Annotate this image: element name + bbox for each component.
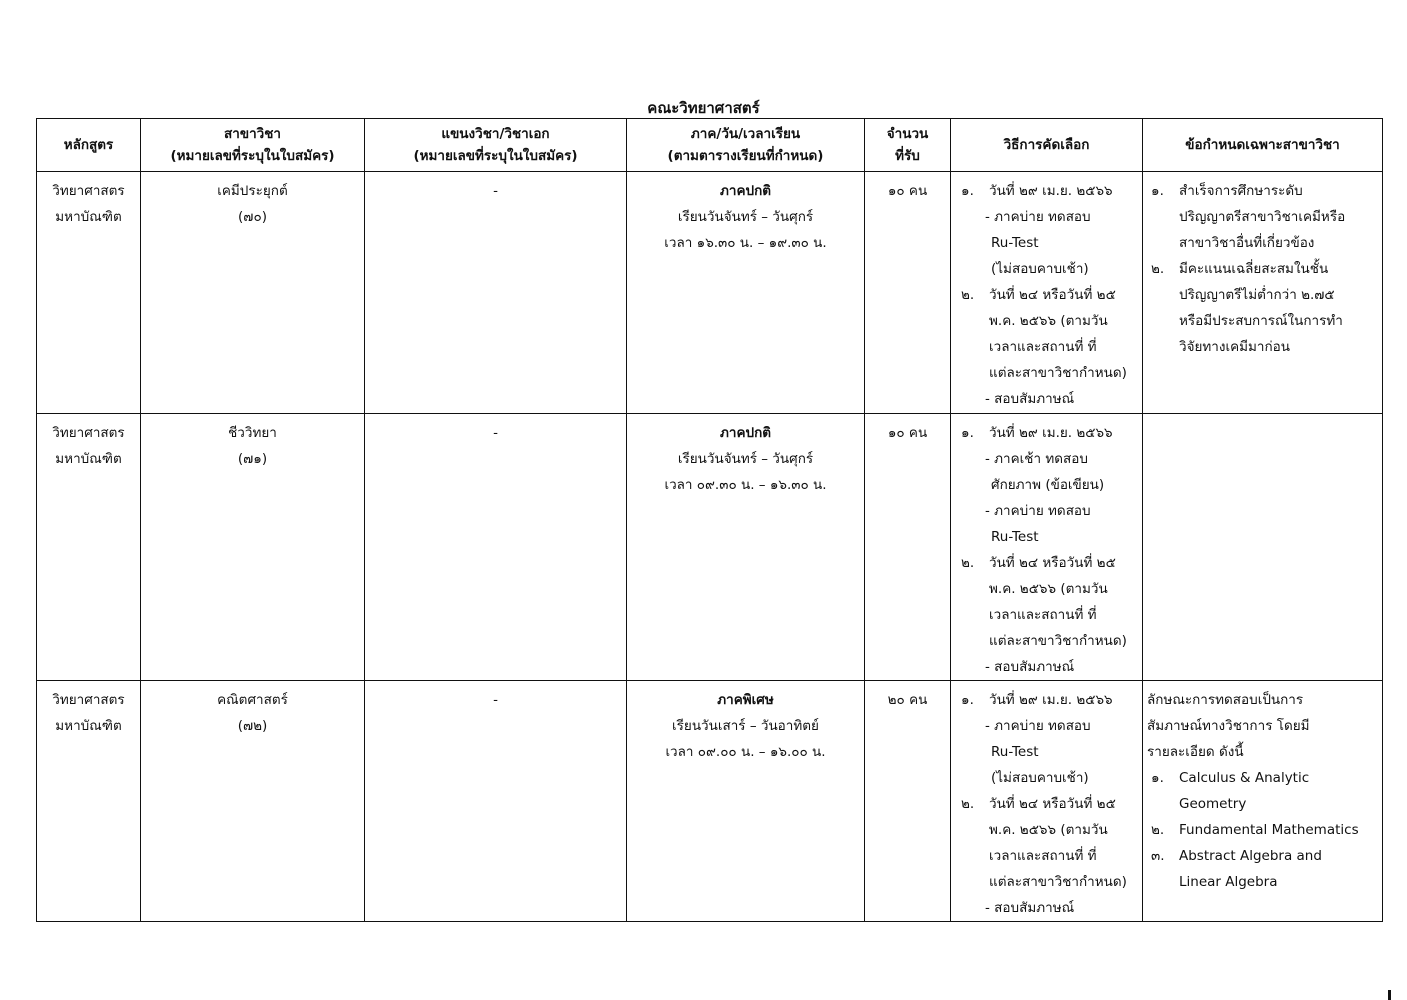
requirement-text — [1179, 765, 1378, 817]
requirement-text — [1179, 843, 1378, 895]
selection-step — [955, 687, 1138, 713]
step-line: เวลาและสถานที่ ที่ — [989, 848, 1097, 864]
substep-line: - สอบสัมภาษณ์ — [985, 391, 1075, 407]
study-days: เรียนวันจันทร์ – วันศุกร์ — [677, 209, 814, 225]
track-cell — [365, 172, 627, 414]
selection-cell — [951, 172, 1143, 414]
requirement-line: ปริญญาตรีไม่ต่ำกว่า ๒.๗๕ — [1179, 287, 1335, 303]
header-program: หลักสูตร — [37, 119, 141, 172]
track-cell — [365, 681, 627, 922]
major-name: ชีววิทยา — [228, 425, 277, 441]
substep-line: - ภาคบ่าย ทดสอบ — [985, 209, 1091, 225]
step-line: พ.ค. ๒๕๖๖ (ตามวัน — [989, 822, 1108, 838]
track-value: - — [493, 692, 498, 708]
substep-line: Ru-Test — [991, 235, 1039, 251]
program-line: มหาบัณฑิต — [55, 718, 122, 734]
step-line: พ.ค. ๒๕๖๖ (ตามวัน — [989, 313, 1108, 329]
requirement-text — [1179, 817, 1378, 843]
step-line: เวลาและสถานที่ ที่ — [989, 339, 1097, 355]
requirement-line: หรือมีประสบการณ์ในการทำ — [1179, 313, 1343, 329]
major-code: (๗๒) — [237, 718, 268, 734]
seats-count: ๒๐ คน — [887, 692, 928, 708]
requirement-line: Abstract Algebra and — [1179, 848, 1322, 864]
selection-cell — [951, 414, 1143, 681]
selection-step — [955, 420, 1138, 446]
requirement-line: Geometry — [1179, 796, 1247, 812]
selection-substep — [955, 446, 1138, 498]
program-line: วิทยาศาสตร — [52, 183, 125, 199]
requirement-line: มีคะแนนเฉลี่ยสะสมในชั้น — [1179, 261, 1329, 277]
requirement-item — [1147, 178, 1378, 256]
step-text — [989, 550, 1138, 654]
selection-substep — [955, 895, 1138, 921]
requirement-number: ๓. — [1151, 848, 1165, 864]
step-text — [989, 178, 1138, 204]
substep-line: - ภาคเช้า ทดสอบ — [985, 451, 1088, 467]
requirement-number: ๒. — [1151, 822, 1165, 838]
step-number: ๑. — [961, 692, 974, 708]
step-line: แต่ละสาขาวิชากำหนด) — [989, 633, 1127, 649]
selection-step — [955, 178, 1138, 204]
track-cell — [365, 414, 627, 681]
step-line: แต่ละสาขาวิชากำหนด) — [989, 365, 1127, 381]
requirement-item — [1147, 817, 1378, 843]
selection-cell — [951, 681, 1143, 922]
seats-count: ๑๐ คน — [887, 425, 928, 441]
major-cell — [141, 414, 365, 681]
requirement-text — [1179, 256, 1378, 360]
substep-line: - ภาคบ่าย ทดสอบ — [985, 718, 1091, 734]
faculty-title: คณะวิทยาศาสตร์ — [647, 99, 760, 117]
header-track: แขนงวิชา/วิชาเอก (หมายเลขที่ระบุในใบสมัคร) — [365, 119, 627, 172]
schedule-cell — [627, 172, 865, 414]
program-cell — [37, 681, 141, 922]
requirement-line: Calculus & Analytic — [1179, 770, 1310, 786]
requirements-intro-line: รายละเอียด ดังนี้ — [1147, 744, 1244, 760]
step-number: ๑. — [961, 183, 974, 199]
requirement-line: ปริญญาตรีสาขาวิชาเคมีหรือ — [1179, 209, 1346, 225]
header-requirements: ข้อกำหนดเฉพาะสาขาวิชา — [1143, 119, 1383, 172]
step-line: วันที่ ๒๙ เม.ย. ๒๕๖๖ — [989, 425, 1113, 441]
requirement-line: สำเร็จการศึกษาระดับ — [1179, 183, 1303, 199]
step-number: ๑. — [961, 425, 974, 441]
study-days: เรียนวันจันทร์ – วันศุกร์ — [677, 451, 814, 467]
header-schedule: ภาค/วัน/เวลาเรียน (ตามตารางเรียนที่กำหนด) — [627, 119, 865, 172]
major-name: คณิตศาสตร์ — [217, 692, 288, 708]
step-text — [989, 420, 1138, 446]
requirement-item — [1147, 256, 1378, 360]
selection-substep — [955, 498, 1138, 550]
step-number: ๒. — [961, 555, 975, 571]
header-seats: จำนวน ที่รับ — [865, 119, 951, 172]
step-line: วันที่ ๒๙ เม.ย. ๒๕๖๖ — [989, 183, 1113, 199]
selection-substep — [955, 386, 1138, 412]
requirements-cell — [1143, 681, 1383, 922]
requirement-item — [1147, 843, 1378, 895]
table-row — [37, 172, 1383, 414]
seats-cell — [865, 681, 951, 922]
table-row — [37, 414, 1383, 681]
substep-line: - สอบสัมภาษณ์ — [985, 900, 1075, 916]
requirement-text — [1179, 178, 1378, 256]
requirement-line: วิจัยทางเคมีมาก่อน — [1179, 339, 1291, 355]
step-line: พ.ค. ๒๕๖๖ (ตามวัน — [989, 581, 1108, 597]
table-row — [37, 681, 1383, 922]
seats-cell — [865, 414, 951, 681]
substep-line: ศักยภาพ (ข้อเขียน) — [991, 477, 1105, 493]
schedule-cell — [627, 414, 865, 681]
schedule-cell — [627, 681, 865, 922]
program-cell — [37, 172, 141, 414]
session-type: ภาคปกติ — [719, 425, 772, 441]
substep-line: (ไม่สอบคาบเช้า) — [991, 770, 1089, 786]
requirement-number: ๒. — [1151, 261, 1165, 277]
selection-substep — [955, 204, 1138, 282]
major-code: (๗๐) — [238, 209, 267, 225]
study-days: เรียนวันเสาร์ – วันอาทิตย์ — [672, 718, 819, 734]
step-text — [989, 687, 1138, 713]
requirement-number: ๑. — [1151, 183, 1164, 199]
header-selection: วิธีการคัดเลือก — [951, 119, 1143, 172]
step-line: วันที่ ๒๔ หรือวันที่ ๒๕ — [989, 796, 1116, 812]
session-type: ภาคปกติ — [719, 183, 772, 199]
header-row — [37, 119, 1383, 172]
step-line: วันที่ ๒๔ หรือวันที่ ๒๕ — [989, 555, 1116, 571]
requirement-item — [1147, 765, 1378, 817]
selection-substep — [955, 713, 1138, 791]
selection-step — [955, 550, 1138, 654]
step-text — [989, 282, 1138, 386]
track-value: - — [493, 425, 498, 441]
requirements-intro-line: ลักษณะการทดสอบเป็นการ — [1147, 692, 1304, 708]
seats-count: ๑๐ คน — [887, 183, 928, 199]
session-type: ภาคพิเศษ — [717, 692, 774, 708]
selection-substep — [955, 654, 1138, 680]
substep-line: - สอบสัมภาษณ์ — [985, 659, 1075, 675]
study-time: เวลา ๑๖.๓๐ น. – ๑๙.๓๐ น. — [664, 235, 827, 251]
major-code: (๗๑) — [237, 451, 268, 467]
program-cell — [37, 414, 141, 681]
track-value: - — [493, 183, 498, 199]
step-number: ๒. — [961, 796, 975, 812]
step-line: วันที่ ๒๙ เม.ย. ๒๕๖๖ — [989, 692, 1113, 708]
step-text — [989, 791, 1138, 895]
program-line: วิทยาศาสตร — [52, 692, 125, 708]
study-time: เวลา ๐๙.๓๐ น. – ๑๖.๓๐ น. — [664, 477, 827, 493]
seats-cell — [865, 172, 951, 414]
major-cell — [141, 172, 365, 414]
study-time: เวลา ๐๙.๐๐ น. – ๑๖.๐๐ น. — [665, 744, 826, 760]
program-line: มหาบัณฑิต — [55, 451, 122, 467]
substep-line: (ไม่สอบคาบเช้า) — [991, 261, 1089, 277]
major-name: เคมีประยุกต์ — [217, 183, 288, 199]
step-line: วันที่ ๒๔ หรือวันที่ ๒๕ — [989, 287, 1116, 303]
program-line: วิทยาศาสตร — [52, 425, 125, 441]
program-line: มหาบัณฑิต — [55, 209, 122, 225]
requirements-cell — [1143, 172, 1383, 414]
substep-line: Ru-Test — [991, 744, 1039, 760]
step-line: เวลาและสถานที่ ที่ — [989, 607, 1097, 623]
requirement-line: Linear Algebra — [1179, 874, 1278, 890]
selection-step — [955, 282, 1138, 386]
step-line: แต่ละสาขาวิชากำหนด) — [989, 874, 1127, 890]
requirement-line: สาขาวิชาอื่นที่เกี่ยวข้อง — [1179, 235, 1315, 251]
header-major: สาขาวิชา (หมายเลขที่ระบุในใบสมัคร) — [141, 119, 365, 172]
admission-table — [36, 118, 1383, 922]
requirement-number: ๑. — [1151, 770, 1164, 786]
requirements-intro-line: สัมภาษณ์ทางวิชาการ โดยมี — [1147, 718, 1310, 734]
page-edge-mark — [1388, 990, 1391, 1000]
substep-line: - ภาคบ่าย ทดสอบ — [985, 503, 1091, 519]
substep-line: Ru-Test — [991, 529, 1039, 545]
requirements-cell — [1143, 414, 1383, 681]
requirement-line: Fundamental Mathematics — [1179, 822, 1359, 838]
major-cell — [141, 681, 365, 922]
step-number: ๒. — [961, 287, 975, 303]
selection-step — [955, 791, 1138, 895]
